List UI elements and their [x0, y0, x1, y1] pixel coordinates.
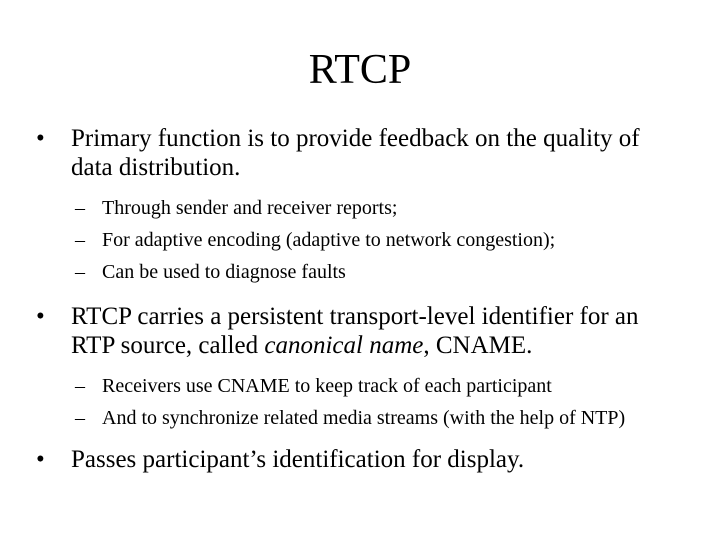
sub-list [71, 370, 686, 431]
bullet-list [36, 124, 686, 474]
sub-item-text: Receivers use CNAME to keep track of each participant [102, 375, 552, 397]
sub-marker: – [75, 375, 85, 397]
sub-item-text: And to synchronize related media streams (with the help of NTP) [102, 407, 626, 429]
bullet-marker: • [36, 446, 45, 473]
bullet-item [36, 302, 686, 360]
bullet-marker: • [36, 125, 45, 152]
sub-marker: – [75, 197, 85, 219]
sub-marker: – [75, 407, 85, 429]
bullet-text: Primary function is to provide feedback on the quality of data distribution. [71, 125, 640, 181]
sub-item [71, 370, 686, 402]
sub-item-text: Can be used to diagnose faults [102, 261, 346, 283]
bullet-text: Passes participant’s identification for display. [71, 446, 525, 473]
bullet-text-italic: canonical name [264, 332, 424, 359]
sub-marker: – [75, 229, 85, 251]
bullet-item [36, 445, 686, 474]
bullet-text-start: RTCP carries a persistent transport-level identifier for an RTP source, called [71, 303, 639, 359]
sub-item [71, 256, 686, 288]
sub-list [71, 192, 686, 288]
sub-item [71, 192, 686, 224]
sub-item-text: Through sender and receiver reports; [102, 197, 398, 219]
slide-title: RTCP [308, 47, 412, 93]
sub-item-text: For adaptive encoding (adaptive to network congestion); [102, 229, 556, 251]
bullet-marker: • [36, 303, 45, 330]
sub-marker: – [75, 261, 85, 283]
bullet-item [36, 124, 686, 182]
sub-item [71, 224, 686, 256]
bullet-text-end: , CNAME. [423, 332, 533, 359]
sub-item [71, 406, 686, 431]
